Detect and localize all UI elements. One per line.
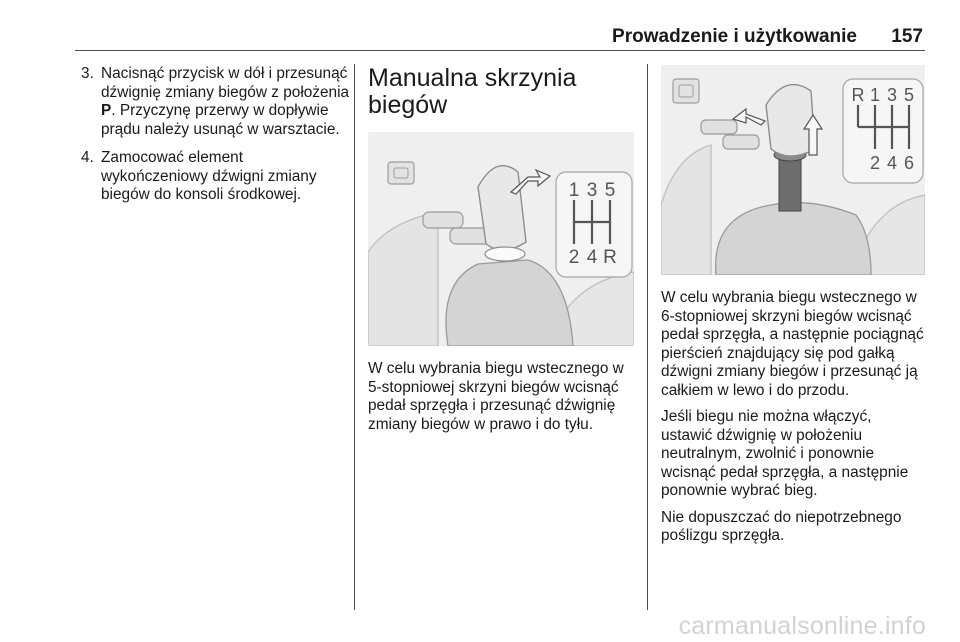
shift-label-1: 1 <box>568 180 580 201</box>
step-bold-position: P <box>101 102 112 119</box>
column-2 <box>368 65 634 442</box>
figure-6-speed-gear-lever <box>661 65 925 275</box>
shift-label-4: 4 <box>586 247 598 268</box>
step-text: Zamocować element wykończeniowy dźwigni zmiany biegów do konsoli środkowej. <box>101 149 317 203</box>
shift-label-2: 2 <box>568 247 580 268</box>
shift-label-6: 6 <box>903 153 915 173</box>
figure-5-speed-gear-lever <box>368 132 634 346</box>
shift-label-r: R <box>851 85 865 105</box>
shift-label-r: R <box>603 247 617 268</box>
step-text: Nacisnąć przycisk w dół i przesunąć dźwignię zmiany biegów z położenia <box>101 65 350 101</box>
step-number: 3. <box>81 65 94 82</box>
shift-label-5: 5 <box>903 85 915 105</box>
shift-label-1: 1 <box>869 85 881 105</box>
step-number: 4. <box>81 149 94 166</box>
page-number: 157 <box>891 26 923 47</box>
shift-label-3: 3 <box>586 180 598 201</box>
paragraph-gear-not-engaged: Jeśli biegu nie można włączyć, ustawić dźwignię w położeniu neutralnym, zwolnić i ponownie wcisnąć pedał sprzęgła, a następnie ponownie wybrać bieg. <box>661 408 909 499</box>
watermark: carmanualsonline.info <box>678 612 926 640</box>
figure-caption: W celu wybrania biegu wstecznego w 5-stopniowej skrzyni biegów wcisnąć pedał sprzęgła i przesunąć dźwignię zmiany biegów w prawo i do tyłu. <box>368 360 624 433</box>
column-divider-1 <box>354 64 355 610</box>
shift-label-2: 2 <box>869 153 881 173</box>
shift-label-5: 5 <box>604 180 616 201</box>
column-1 <box>75 65 350 215</box>
section-heading: Manualna skrzynia biegów <box>368 64 577 119</box>
shift-label-3: 3 <box>886 85 898 105</box>
paragraph-reverse-gear: W celu wybrania biegu wstecznego w 6-stopniowej skrzyni biegów wcisnąć pedał sprzęgła, a następnie pociągnąć pierścień znajdujący się pod gałką dźwigni zmiany biegów i przesunąć ją całkiem w lewo i do przodu. <box>661 289 924 399</box>
step-text-continued: . Przyczynę przerwy w dopływie prądu należy usunąć w warsztacie. <box>101 102 340 138</box>
header-rule <box>75 50 925 51</box>
step-3 <box>75 65 350 139</box>
paragraph-clutch-slip: Nie dopuszczać do niepotrzebnego poślizgu sprzęgła. <box>661 508 902 544</box>
header-title: Prowadzenie i użytkowanie <box>612 26 857 47</box>
column-divider-2 <box>647 64 648 610</box>
shift-label-4: 4 <box>886 153 898 173</box>
step-4 <box>75 149 350 205</box>
column-3 <box>661 65 927 554</box>
